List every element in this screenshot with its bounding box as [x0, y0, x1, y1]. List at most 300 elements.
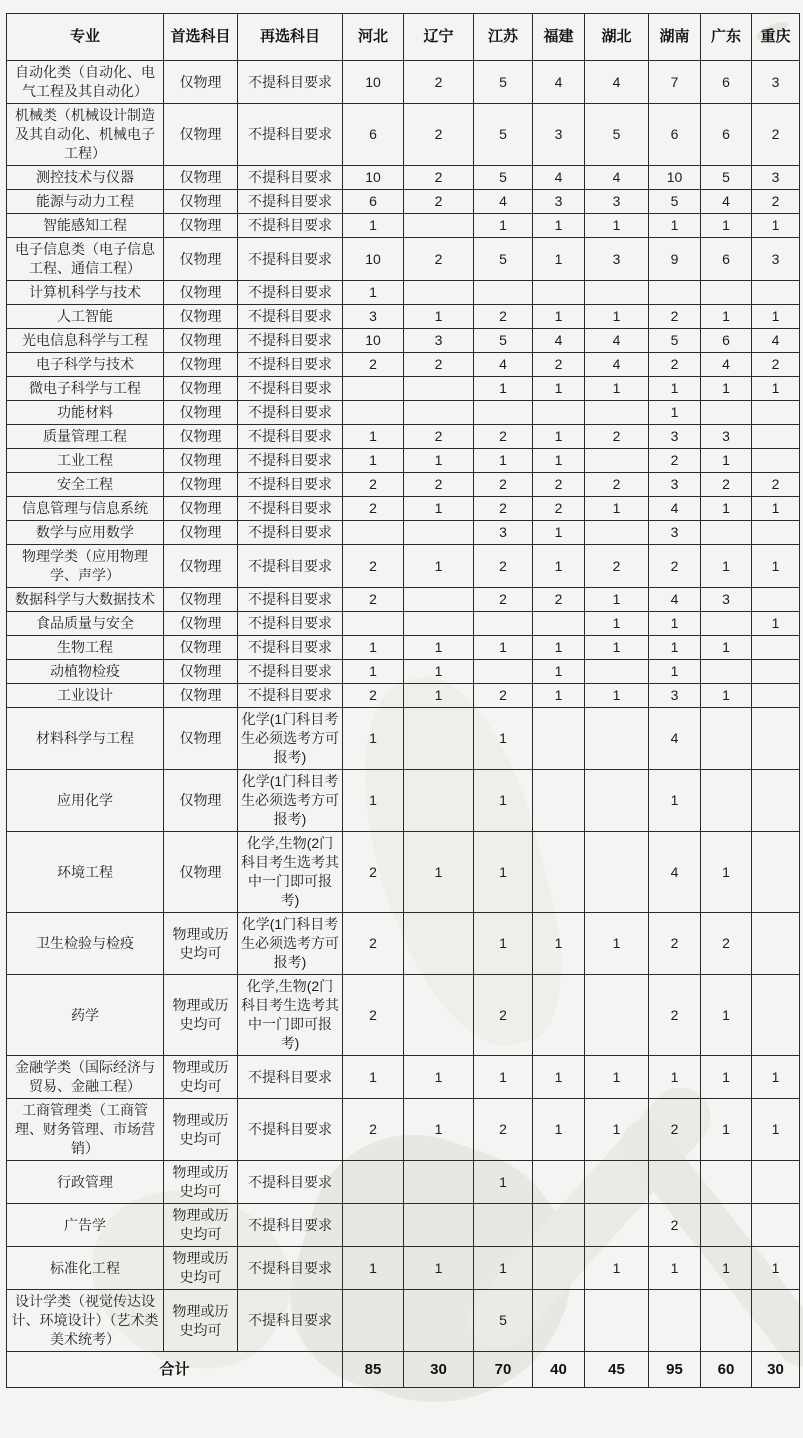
first-subject-cell: 仅物理: [164, 832, 238, 913]
col-header-major: 专业: [7, 14, 164, 61]
quota-cell-liaoning: [404, 1161, 474, 1204]
quota-cell-liaoning: 1: [404, 545, 474, 588]
first-subject-cell: 仅物理: [164, 305, 238, 329]
quota-cell-fujian: [533, 1247, 585, 1290]
quota-cell-hebei: 2: [343, 1099, 404, 1161]
quota-cell-hebei: 2: [343, 353, 404, 377]
total-row: [7, 1352, 800, 1388]
first-subject-cell: 仅物理: [164, 425, 238, 449]
quota-cell-hubei: 3: [585, 238, 649, 281]
quota-cell-jiangsu: [474, 401, 533, 425]
quota-cell-liaoning: [404, 708, 474, 770]
quota-cell-hunan: 4: [649, 588, 701, 612]
major-cell: 环境工程: [7, 832, 164, 913]
quota-cell-chongqing: 3: [752, 166, 800, 190]
table-row: [7, 104, 800, 166]
quota-cell-fujian: 2: [533, 588, 585, 612]
quota-cell-liaoning: 1: [404, 449, 474, 473]
quota-cell-chongqing: 1: [752, 305, 800, 329]
quota-cell-hebei: 6: [343, 190, 404, 214]
quota-cell-liaoning: 1: [404, 497, 474, 521]
quota-cell-fujian: [533, 401, 585, 425]
quota-cell-fujian: 1: [533, 684, 585, 708]
table-row: [7, 190, 800, 214]
quota-cell-chongqing: [752, 660, 800, 684]
table-row: [7, 1204, 800, 1247]
quota-cell-hubei: 1: [585, 588, 649, 612]
quota-cell-liaoning: 1: [404, 1247, 474, 1290]
quota-cell-jiangsu: [474, 612, 533, 636]
quota-cell-chongqing: 3: [752, 238, 800, 281]
quota-cell-liaoning: [404, 913, 474, 975]
quota-cell-guangdong: [701, 401, 752, 425]
second-subject-cell: 不提科目要求: [238, 612, 343, 636]
quota-cell-hebei: 1: [343, 636, 404, 660]
quota-cell-hubei: 1: [585, 305, 649, 329]
quota-cell-chongqing: 1: [752, 1247, 800, 1290]
quota-cell-hubei: [585, 975, 649, 1056]
quota-cell-liaoning: [404, 1204, 474, 1247]
quota-cell-liaoning: 1: [404, 636, 474, 660]
quota-cell-hubei: 4: [585, 353, 649, 377]
quota-cell-guangdong: 1: [701, 684, 752, 708]
table-row: [7, 497, 800, 521]
second-subject-cell: 不提科目要求: [238, 1247, 343, 1290]
table-row: [7, 660, 800, 684]
second-subject-cell: 化学(1门科目考生必须选考方可报考): [238, 913, 343, 975]
quota-cell-hubei: 1: [585, 913, 649, 975]
second-subject-cell: 不提科目要求: [238, 166, 343, 190]
second-subject-cell: 不提科目要求: [238, 1099, 343, 1161]
quota-cell-hubei: 2: [585, 425, 649, 449]
table-body: [7, 61, 800, 1352]
quota-cell-jiangsu: 2: [474, 975, 533, 1056]
quota-cell-hebei: 2: [343, 473, 404, 497]
quota-cell-jiangsu: 5: [474, 1290, 533, 1352]
quota-cell-chongqing: 3: [752, 61, 800, 104]
second-subject-cell: 不提科目要求: [238, 238, 343, 281]
quota-cell-fujian: 2: [533, 353, 585, 377]
quota-cell-fujian: [533, 1204, 585, 1247]
quota-cell-jiangsu: 2: [474, 588, 533, 612]
table-row: [7, 329, 800, 353]
quota-cell-hunan: 1: [649, 612, 701, 636]
quota-cell-chongqing: [752, 425, 800, 449]
quota-cell-fujian: [533, 832, 585, 913]
quota-cell-liaoning: 2: [404, 353, 474, 377]
quota-cell-chongqing: 1: [752, 545, 800, 588]
table-row: [7, 166, 800, 190]
first-subject-cell: 仅物理: [164, 588, 238, 612]
major-cell: 自动化类（自动化、电气工程及其自动化）: [7, 61, 164, 104]
first-subject-cell: 仅物理: [164, 353, 238, 377]
quota-cell-hebei: [343, 1290, 404, 1352]
quota-cell-fujian: 1: [533, 1056, 585, 1099]
quota-cell-hubei: 4: [585, 329, 649, 353]
major-cell: 机械类（机械设计制造及其自动化、机械电子工程）: [7, 104, 164, 166]
first-subject-cell: 物理或历史均可: [164, 1056, 238, 1099]
col-header-hunan: 湖南: [649, 14, 701, 61]
quota-cell-liaoning: 3: [404, 329, 474, 353]
major-cell: 能源与动力工程: [7, 190, 164, 214]
major-cell: 广告学: [7, 1204, 164, 1247]
quota-cell-hubei: 1: [585, 612, 649, 636]
quota-cell-hebei: 1: [343, 1247, 404, 1290]
second-subject-cell: 不提科目要求: [238, 329, 343, 353]
quota-cell-jiangsu: 1: [474, 1056, 533, 1099]
quota-cell-liaoning: [404, 521, 474, 545]
first-subject-cell: 仅物理: [164, 521, 238, 545]
quota-cell-fujian: [533, 975, 585, 1056]
major-cell: 计算机科学与技术: [7, 281, 164, 305]
quota-cell-guangdong: 6: [701, 104, 752, 166]
quota-cell-fujian: 1: [533, 636, 585, 660]
total-cell-fujian: 40: [533, 1352, 585, 1388]
quota-cell-liaoning: 2: [404, 238, 474, 281]
quota-cell-hebei: 2: [343, 684, 404, 708]
total-cell-chongqing: 30: [752, 1352, 800, 1388]
quota-cell-jiangsu: 2: [474, 545, 533, 588]
quota-cell-guangdong: [701, 1161, 752, 1204]
first-subject-cell: 仅物理: [164, 238, 238, 281]
quota-cell-hunan: 1: [649, 770, 701, 832]
second-subject-cell: 不提科目要求: [238, 401, 343, 425]
quota-cell-hubei: 1: [585, 636, 649, 660]
quota-cell-liaoning: 1: [404, 1099, 474, 1161]
table-row: [7, 684, 800, 708]
quota-cell-guangdong: 1: [701, 832, 752, 913]
total-label: 合计: [7, 1352, 343, 1388]
quota-cell-hubei: [585, 449, 649, 473]
quota-cell-hubei: [585, 770, 649, 832]
quota-cell-chongqing: 2: [752, 353, 800, 377]
quota-cell-fujian: 1: [533, 238, 585, 281]
first-subject-cell: 物理或历史均可: [164, 913, 238, 975]
first-subject-cell: 仅物理: [164, 449, 238, 473]
first-subject-cell: 仅物理: [164, 190, 238, 214]
quota-cell-chongqing: 1: [752, 612, 800, 636]
quota-cell-hebei: 1: [343, 214, 404, 238]
quota-cell-liaoning: [404, 377, 474, 401]
table-row: [7, 425, 800, 449]
quota-cell-guangdong: 1: [701, 305, 752, 329]
quota-cell-hunan: 1: [649, 214, 701, 238]
quota-cell-hebei: [343, 521, 404, 545]
second-subject-cell: 不提科目要求: [238, 377, 343, 401]
quota-cell-guangdong: 3: [701, 425, 752, 449]
table-row: [7, 473, 800, 497]
quota-cell-hunan: 10: [649, 166, 701, 190]
second-subject-cell: 不提科目要求: [238, 636, 343, 660]
quota-cell-hebei: 2: [343, 588, 404, 612]
second-subject-cell: 不提科目要求: [238, 353, 343, 377]
major-cell: 质量管理工程: [7, 425, 164, 449]
second-subject-cell: 化学(1门科目考生必须选考方可报考): [238, 770, 343, 832]
quota-cell-hebei: 2: [343, 975, 404, 1056]
major-cell: 生物工程: [7, 636, 164, 660]
quota-cell-liaoning: [404, 401, 474, 425]
quota-cell-hubei: 4: [585, 61, 649, 104]
first-subject-cell: 物理或历史均可: [164, 1204, 238, 1247]
quota-cell-hunan: 2: [649, 913, 701, 975]
quota-cell-hebei: 10: [343, 166, 404, 190]
quota-cell-liaoning: [404, 281, 474, 305]
quota-cell-guangdong: 1: [701, 1247, 752, 1290]
major-cell: 电子信息类（电子信息工程、通信工程）: [7, 238, 164, 281]
quota-cell-hunan: 4: [649, 708, 701, 770]
quota-cell-jiangsu: 2: [474, 684, 533, 708]
first-subject-cell: 物理或历史均可: [164, 975, 238, 1056]
quota-cell-hebei: [343, 1204, 404, 1247]
quota-cell-liaoning: 1: [404, 684, 474, 708]
quota-cell-liaoning: [404, 975, 474, 1056]
quota-cell-hebei: [343, 1161, 404, 1204]
quota-cell-hubei: 1: [585, 497, 649, 521]
quota-cell-hunan: 5: [649, 190, 701, 214]
first-subject-cell: 仅物理: [164, 401, 238, 425]
quota-cell-guangdong: 1: [701, 1056, 752, 1099]
quota-cell-hunan: 1: [649, 1247, 701, 1290]
quota-cell-chongqing: 1: [752, 497, 800, 521]
major-cell: 卫生检验与检疫: [7, 913, 164, 975]
quota-cell-hubei: 1: [585, 1056, 649, 1099]
quota-cell-guangdong: 4: [701, 190, 752, 214]
quota-cell-hubei: 3: [585, 190, 649, 214]
quota-cell-hebei: 3: [343, 305, 404, 329]
quota-cell-chongqing: 4: [752, 329, 800, 353]
major-cell: 应用化学: [7, 770, 164, 832]
major-cell: 工业设计: [7, 684, 164, 708]
quota-cell-hubei: [585, 521, 649, 545]
second-subject-cell: 不提科目要求: [238, 214, 343, 238]
quota-cell-guangdong: 1: [701, 497, 752, 521]
major-cell: 工商管理类（工商管理、财务管理、市场营销）: [7, 1099, 164, 1161]
col-header-guangdong: 广东: [701, 14, 752, 61]
quota-cell-chongqing: [752, 636, 800, 660]
first-subject-cell: 仅物理: [164, 684, 238, 708]
table-row: [7, 708, 800, 770]
quota-cell-fujian: 3: [533, 104, 585, 166]
quota-cell-jiangsu: 2: [474, 425, 533, 449]
quota-cell-guangdong: 6: [701, 238, 752, 281]
quota-cell-jiangsu: 1: [474, 636, 533, 660]
quota-cell-chongqing: [752, 1204, 800, 1247]
table-row: [7, 377, 800, 401]
quota-cell-hunan: [649, 1290, 701, 1352]
quota-cell-chongqing: [752, 521, 800, 545]
major-cell: 数据科学与大数据技术: [7, 588, 164, 612]
quota-cell-fujian: 1: [533, 660, 585, 684]
quota-cell-hunan: 1: [649, 377, 701, 401]
quota-cell-hebei: 1: [343, 1056, 404, 1099]
quota-cell-hubei: [585, 1161, 649, 1204]
quota-cell-chongqing: [752, 1290, 800, 1352]
quota-cell-jiangsu: 5: [474, 238, 533, 281]
table-row: [7, 770, 800, 832]
second-subject-cell: 不提科目要求: [238, 61, 343, 104]
quota-cell-guangdong: 4: [701, 353, 752, 377]
quota-cell-jiangsu: 5: [474, 104, 533, 166]
quota-cell-jiangsu: 1: [474, 913, 533, 975]
quota-cell-fujian: 1: [533, 545, 585, 588]
second-subject-cell: 不提科目要求: [238, 1161, 343, 1204]
quota-cell-hunan: 6: [649, 104, 701, 166]
major-cell: 材料科学与工程: [7, 708, 164, 770]
table-row: [7, 588, 800, 612]
second-subject-cell: 不提科目要求: [238, 521, 343, 545]
quota-cell-chongqing: [752, 832, 800, 913]
major-cell: 功能材料: [7, 401, 164, 425]
quota-cell-chongqing: [752, 281, 800, 305]
quota-cell-hunan: [649, 281, 701, 305]
table-row: [7, 353, 800, 377]
major-cell: 数学与应用数学: [7, 521, 164, 545]
quota-cell-guangdong: 5: [701, 166, 752, 190]
table-row: [7, 975, 800, 1056]
quota-cell-jiangsu: [474, 660, 533, 684]
col-header-hebei: 河北: [343, 14, 404, 61]
quota-cell-jiangsu: 2: [474, 1099, 533, 1161]
quota-cell-guangdong: 1: [701, 377, 752, 401]
quota-cell-hebei: 2: [343, 497, 404, 521]
first-subject-cell: 仅物理: [164, 660, 238, 684]
quota-cell-hebei: 2: [343, 832, 404, 913]
quota-cell-liaoning: [404, 770, 474, 832]
quota-cell-guangdong: [701, 281, 752, 305]
table-row: [7, 913, 800, 975]
quota-cell-hubei: 1: [585, 1247, 649, 1290]
quota-cell-hebei: 1: [343, 660, 404, 684]
quota-cell-liaoning: [404, 588, 474, 612]
quota-cell-jiangsu: 1: [474, 708, 533, 770]
quota-cell-chongqing: 2: [752, 190, 800, 214]
quota-cell-hubei: [585, 832, 649, 913]
quota-cell-chongqing: [752, 588, 800, 612]
quota-cell-fujian: 1: [533, 214, 585, 238]
quota-cell-liaoning: 2: [404, 425, 474, 449]
quota-cell-hunan: 5: [649, 329, 701, 353]
quota-cell-chongqing: [752, 913, 800, 975]
quota-cell-fujian: 4: [533, 61, 585, 104]
major-cell: 金融学类（国际经济与贸易、金融工程）: [7, 1056, 164, 1099]
major-cell: 动植物检疫: [7, 660, 164, 684]
quota-cell-guangdong: 1: [701, 214, 752, 238]
quota-cell-fujian: 1: [533, 913, 585, 975]
table-row: [7, 1290, 800, 1352]
quota-cell-fujian: [533, 708, 585, 770]
quota-cell-jiangsu: 2: [474, 473, 533, 497]
quota-cell-hebei: [343, 377, 404, 401]
col-header-liaoning: 辽宁: [404, 14, 474, 61]
quota-cell-jiangsu: 1: [474, 214, 533, 238]
quota-cell-hubei: 2: [585, 545, 649, 588]
quota-cell-guangdong: 1: [701, 975, 752, 1056]
quota-cell-fujian: 1: [533, 1099, 585, 1161]
quota-cell-hubei: 1: [585, 377, 649, 401]
second-subject-cell: 不提科目要求: [238, 660, 343, 684]
quota-cell-fujian: [533, 770, 585, 832]
quota-cell-chongqing: [752, 770, 800, 832]
quota-cell-hunan: 1: [649, 401, 701, 425]
quota-cell-hubei: 1: [585, 1099, 649, 1161]
quota-cell-chongqing: [752, 401, 800, 425]
quota-cell-guangdong: [701, 612, 752, 636]
table-row: [7, 832, 800, 913]
quota-cell-chongqing: 2: [752, 473, 800, 497]
quota-cell-hebei: [343, 612, 404, 636]
quota-cell-hunan: 3: [649, 473, 701, 497]
quota-cell-guangdong: 3: [701, 588, 752, 612]
header-row: [7, 14, 800, 61]
quota-cell-jiangsu: 1: [474, 1161, 533, 1204]
second-subject-cell: 不提科目要求: [238, 281, 343, 305]
first-subject-cell: 物理或历史均可: [164, 1161, 238, 1204]
table-row: [7, 612, 800, 636]
quota-cell-hubei: 2: [585, 473, 649, 497]
quota-cell-liaoning: [404, 612, 474, 636]
quota-cell-hunan: 2: [649, 449, 701, 473]
quota-cell-hunan: 2: [649, 353, 701, 377]
major-cell: 测控技术与仪器: [7, 166, 164, 190]
quota-cell-jiangsu: 3: [474, 521, 533, 545]
quota-cell-guangdong: 6: [701, 61, 752, 104]
quota-cell-guangdong: [701, 708, 752, 770]
table-row: [7, 1056, 800, 1099]
quota-cell-hebei: 6: [343, 104, 404, 166]
quota-cell-guangdong: 1: [701, 1099, 752, 1161]
table-row: [7, 214, 800, 238]
quota-cell-hubei: [585, 660, 649, 684]
col-header-second-subject: 再选科目: [238, 14, 343, 61]
quota-cell-hunan: 3: [649, 684, 701, 708]
first-subject-cell: 仅物理: [164, 473, 238, 497]
major-cell: 物理学类（应用物理学、声学）: [7, 545, 164, 588]
total-cell-jiangsu: 70: [474, 1352, 533, 1388]
quota-cell-hunan: 4: [649, 832, 701, 913]
second-subject-cell: 化学,生物(2门科目考生选考其中一门即可报考): [238, 975, 343, 1056]
quota-cell-fujian: [533, 281, 585, 305]
quota-cell-fujian: 1: [533, 377, 585, 401]
quota-cell-hunan: 9: [649, 238, 701, 281]
quota-cell-jiangsu: [474, 1204, 533, 1247]
quota-cell-guangdong: 1: [701, 449, 752, 473]
second-subject-cell: 化学(1门科目考生必须选考方可报考): [238, 708, 343, 770]
first-subject-cell: 仅物理: [164, 708, 238, 770]
quota-cell-jiangsu: 1: [474, 1247, 533, 1290]
quota-cell-fujian: [533, 1161, 585, 1204]
quota-cell-hunan: 1: [649, 1056, 701, 1099]
table-row: [7, 305, 800, 329]
table-row: [7, 281, 800, 305]
col-header-chongqing: 重庆: [752, 14, 800, 61]
quota-cell-hunan: 2: [649, 1099, 701, 1161]
major-cell: 标准化工程: [7, 1247, 164, 1290]
quota-cell-liaoning: 2: [404, 104, 474, 166]
quota-cell-liaoning: 1: [404, 832, 474, 913]
first-subject-cell: 仅物理: [164, 636, 238, 660]
quota-cell-hebei: 1: [343, 425, 404, 449]
second-subject-cell: 不提科目要求: [238, 473, 343, 497]
table-row: [7, 449, 800, 473]
second-subject-cell: 不提科目要求: [238, 588, 343, 612]
quota-cell-jiangsu: 5: [474, 329, 533, 353]
quota-cell-hubei: [585, 401, 649, 425]
quota-cell-liaoning: 2: [404, 166, 474, 190]
quota-cell-guangdong: 2: [701, 473, 752, 497]
quota-cell-jiangsu: 1: [474, 832, 533, 913]
major-cell: 药学: [7, 975, 164, 1056]
quota-cell-guangdong: [701, 1290, 752, 1352]
